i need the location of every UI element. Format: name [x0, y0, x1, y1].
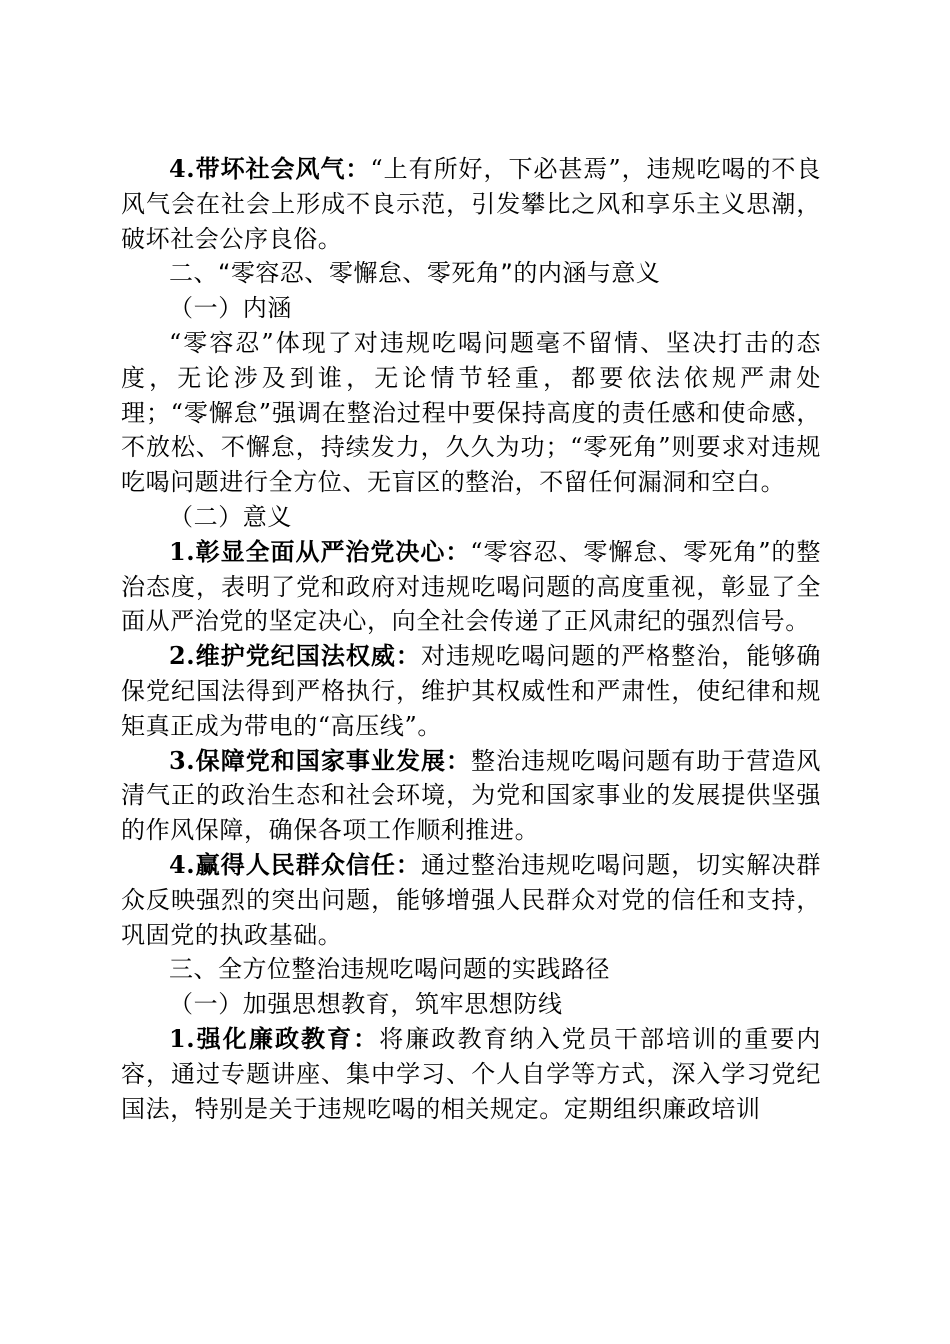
- item-lead: 1.强化廉政教育：: [169, 1023, 380, 1053]
- subsection-ideological-education: （一）加强思想教育，筑牢思想防线: [169, 990, 563, 1019]
- paragraph-significance-2: [121, 639, 821, 743]
- paragraph-connotation: “零容忍”体现了对违规吃喝问题毫不留情、坚决打击的态度，无论涉及到谁，无论情节轻重，都要依法依规严肃处理；“零懈怠”强调在整治过程中要保持高度的责任感和使命感，不放松、不懈怠，持续发力，久久为功；“零死角”则要求对违规吃喝问题进行全方位、无盲区的整治，不留任何漏洞和空白。: [121, 328, 821, 497]
- paragraph-significance-3: [121, 744, 821, 848]
- item-lead: 2.维护党纪国法权威：: [169, 641, 421, 671]
- item-text: “零容忍、零懈怠、零死角”的整治态度，表明了党和政府对违规吃喝问题的高度重视，彰显了全面从严治党的坚定决心，向全社会传递了正风肃纪的强烈信号。: [121, 537, 822, 636]
- paragraph-integrity-education: [121, 1022, 821, 1126]
- paragraph-significance-1: [121, 535, 821, 639]
- item-lead: 3.保障党和国家事业发展：: [169, 745, 472, 775]
- subsection-connotation: （一）内涵: [169, 294, 292, 323]
- item-text: 通过整治违规吃喝问题，切实解决群众反映强烈的突出问题，能够增强人民群众对党的信任和支持，巩固党的执政基础。: [121, 850, 821, 949]
- item-text: 整治违规吃喝问题有助于营造风清气正的政治生态和社会环境，为党和国家事业的发展提供坚强的作风保障，确保各项工作顺利推进。: [121, 746, 821, 845]
- item-lead: 4.带坏社会风气：: [169, 154, 371, 183]
- section-heading-2: 二、“零容忍、零懈怠、零死角”的内涵与意义: [169, 259, 661, 288]
- paragraph-bad-social-atmosphere: [121, 152, 821, 256]
- subsection-significance: （二）意义: [169, 502, 292, 531]
- section-heading-3: 三、全方位整治违规吃喝问题的实践路径: [169, 955, 610, 984]
- item-text: 对违规吃喝问题的严格整治，能够确保党纪国法得到严格执行，维护其权威性和严肃性，使纪律和规矩真正成为带电的“高压线”。: [121, 642, 821, 740]
- item-text: 将廉政教育纳入党员干部培训的重要内容，通过专题讲座、集中学习、个人自学等方式，深入学习党纪国法，特别是关于违规吃喝的相关规定。定期组织廉政培训: [121, 1024, 821, 1123]
- item-lead: 1.彰显全面从严治党决心：: [169, 536, 471, 566]
- item-text: “上有所好，下必甚焉”，违规吃喝的不良风气会在社会上形成不良示范，引发攀比之风和享乐主义思潮，破坏社会公序良俗。: [121, 155, 821, 253]
- paragraph-significance-4: [121, 848, 821, 952]
- item-lead: 4.赢得人民群众信任：: [169, 849, 421, 879]
- document-page: [121, 152, 821, 1126]
